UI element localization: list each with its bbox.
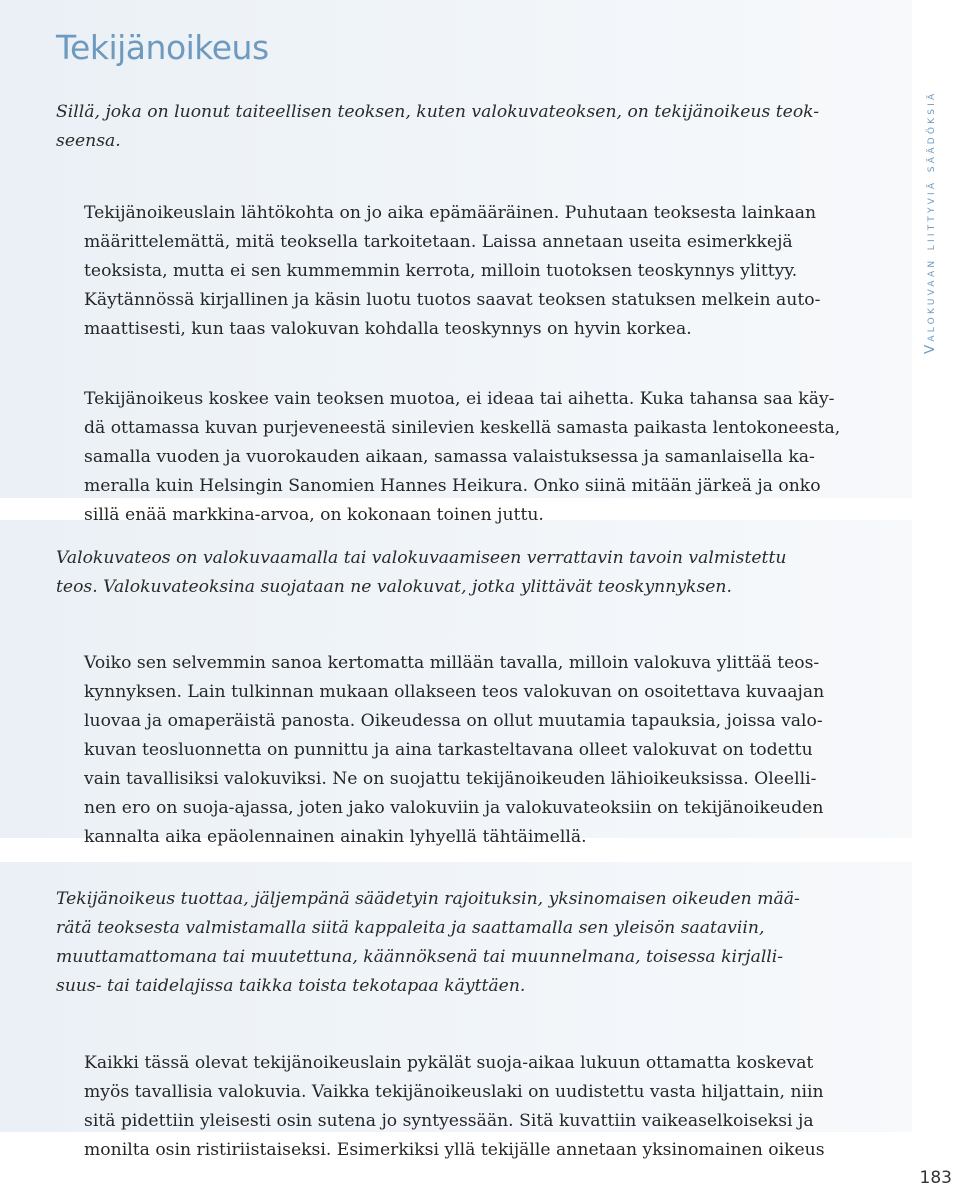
- section-side-label: Valokuvaan liittyviä säädöksiä: [922, 90, 938, 354]
- paragraph: Tekijänoikeuslain lähtökohta on jo aika epämääräinen. Puhutaan teoksesta lainkaan määrittelemättä, mitä teoksella tarkoitetaan. Laissa annetaan useita esimerkkejä teoksista, mutta ei sen kummemmin kerrota, milloin tuotoksen teoskynnys ylittyy. Käytännössä kirjallinen ja käsin luotu tuotos saavat teoksen statuksen melkein auto- maattisesti, kun taas valokuvan kohdalla teoskynnys on hyvin korkea.: [84, 203, 821, 339]
- paragraph: Tekijänoikeus koskee vain teoksen muotoa, ei ideaa tai aihetta. Kuka tahansa saa käy- dä ottamassa kuvan purjeveneestä sinilevien keskellä samasta paikasta lentokoneesta, samalla vuoden ja vuorokauden aikaan, samassa valaistuksessa ja samanlaisella ka- meralla kuin Helsingin Sanomien Hannes Heikura. Onko siinä mitään järkeä ja onko sillä enää markkina-arvoa, on kokonaan toinen juttu.: [84, 389, 841, 525]
- law-quote-1: Sillä, joka on luonut taiteellisen teoksen, kuten valokuvateoksen, on tekijänoikeus teok- seensa.: [56, 102, 820, 151]
- page-number: 183: [919, 1168, 952, 1188]
- paragraph: Kaikki tässä olevat tekijänoikeuslain pykälät suoja-aikaa lukuun ottamatta koskevat myös tavallisia valokuvia. Vaikka tekijänoikeuslaki on uudistettu vasta hiljattain, niin sitä pidettiin yleisesti osin sutena jo syntyessään. Sitä kuvattiin vaikeaselkoiseksi ja monilta osin ristiriistaiseksi. Esimerkiksi yllä tekijälle annetaan yksinomainen oikeus: [84, 1053, 825, 1160]
- page-title: Tekijänoikeus: [56, 28, 269, 67]
- paragraph: Voiko sen selvemmin sanoa kertomatta millään tavalla, milloin valokuva ylittää teos- kynnyksen. Lain tulkinnan mukaan ollakseen teos valokuvan on osoitettava kuvaajan luovaa ja omaperäistä panosta. Oikeudessa on ollut muutamia tapauksia, joissa valo- kuvan teosluonnetta on punnittu ja aina tarkasteltavana olleet valokuvat on todettu vain tavallisiksi valokuviksi. Ne on suojattu tekijänoikeuden lähioikeuksissa. Oleelli- nen ero on suoja-ajassa, joten jako valokuviin ja valokuvateoksiin on tekijänoikeuden kannalta aika epäolennainen ainakin lyhyellä tähtäimellä.: [84, 653, 825, 847]
- commentary-1: [84, 170, 890, 559]
- law-quote-3: Tekijänoikeus tuottaa, jäljempänä säädetyin rajoituksin, yksinomaisen oikeuden mää- rätä teoksesta valmistamalla siitä kappaleita ja saattamalla sen yleisön saataviin, muuttamattomana tai muutettuna, käännöksenä tai muunnelmana, toisessa kirjalli- suus- tai taidelajissa taikka toista tekotapaa käyttäen.: [56, 889, 800, 996]
- commentary-3: [84, 1020, 890, 1194]
- commentary-2: [84, 620, 890, 881]
- law-quote-2: Valokuvateos on valokuvaamalla tai valokuvaamiseen verrattavin tavoin valmistettu teos. Valokuvateoksina suojataan ne valokuvat, jotka ylittävät teoskynnyksen.: [56, 548, 787, 597]
